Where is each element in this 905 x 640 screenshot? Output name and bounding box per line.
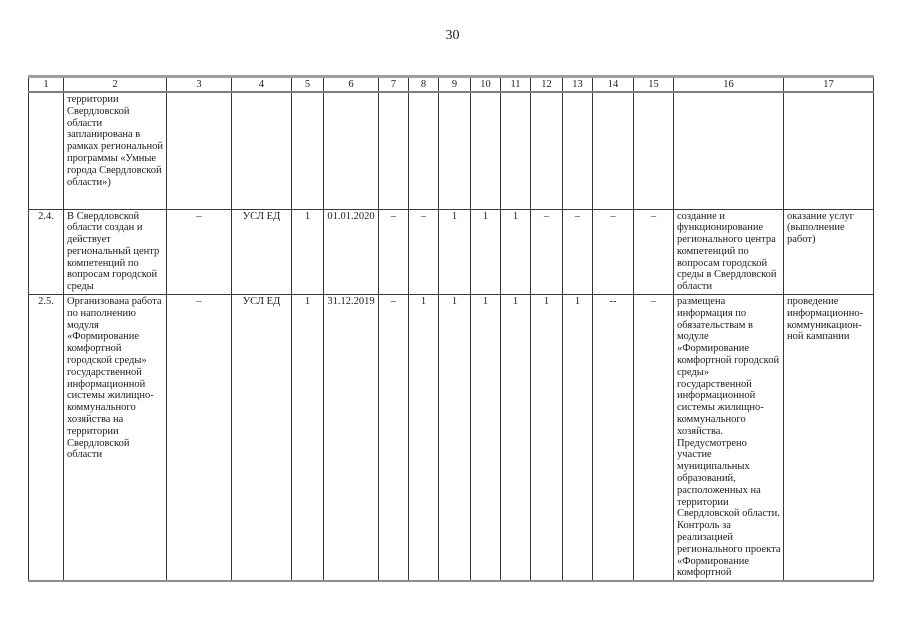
table-cell: – (167, 209, 232, 295)
column-header: 11 (501, 77, 531, 93)
table-cell: 1 (563, 295, 593, 582)
column-header: 12 (531, 77, 563, 93)
table-cell (593, 92, 634, 209)
table-cell: В Свердловской области создан и действует региональный центр компетенций по вопросам городской среды (64, 209, 167, 295)
table-cell: 1 (439, 295, 471, 582)
table-cell (784, 92, 874, 209)
table-row (29, 209, 874, 295)
column-header: 3 (167, 77, 232, 93)
table-cell (232, 92, 292, 209)
table-cell (439, 92, 471, 209)
column-header: 2 (64, 77, 167, 93)
table-cell: 1 (501, 295, 531, 582)
table-cell: 1 (292, 209, 324, 295)
column-header: 9 (439, 77, 471, 93)
table-cell: 01.01.2020 (324, 209, 379, 295)
column-header: 6 (324, 77, 379, 93)
column-header: 13 (563, 77, 593, 93)
table-cell: УСЛ ЕД (232, 209, 292, 295)
column-header: 15 (634, 77, 674, 93)
table-row (29, 92, 874, 209)
table-cell: 1 (292, 295, 324, 582)
table-cell (471, 92, 501, 209)
table-cell: – (634, 295, 674, 582)
table-cell: 1 (471, 209, 501, 295)
table-cell: УСЛ ЕД (232, 295, 292, 582)
table-cell: – (379, 209, 409, 295)
column-header: 8 (409, 77, 439, 93)
report-table (28, 75, 874, 582)
table-cell: оказание услуг (выполнение работ) (784, 209, 874, 295)
table-cell: 1 (409, 295, 439, 582)
table-cell: 2.4. (29, 209, 64, 295)
table-cell: – (563, 209, 593, 295)
column-header: 17 (784, 77, 874, 93)
table-cell: – (409, 209, 439, 295)
table-cell: территории Свердловской области запланирована в рамках региональной программы «Умные города Свердловской области») (64, 92, 167, 209)
table-cell: 1 (439, 209, 471, 295)
table-cell: размещена информация по обязательствам в модуле «Формирование комфортной городской среды» государственной информационной системы жилищно-коммунального хозяйства. Предусмотрено участие муниципальных образований, расположенных на территории Свердловской области. Контроль за реализацией регионального проекта «Формирование комфортной (674, 295, 784, 582)
table-row (29, 295, 874, 582)
table-cell: – (379, 295, 409, 582)
table-cell (292, 92, 324, 209)
table-cell: Организована работа по наполнению модуля «Формирование комфортной городской среды» государственной информационной системы жилищно-коммунального хозяйства на территории Свердловской области (64, 295, 167, 582)
column-header: 10 (471, 77, 501, 93)
table-cell: 1 (501, 209, 531, 295)
column-header: 4 (232, 77, 292, 93)
table-cell (563, 92, 593, 209)
table-cell (167, 92, 232, 209)
table-cell: – (593, 209, 634, 295)
page-number: 30 (445, 28, 460, 43)
table-cell (501, 92, 531, 209)
column-header: 1 (29, 77, 64, 93)
column-header: 5 (292, 77, 324, 93)
table-header-row (29, 77, 874, 93)
table-cell: создание и функционирование регионального центра компетенций по вопросам городской среды в Свердловской области (674, 209, 784, 295)
table-cell: 2.5. (29, 295, 64, 582)
column-header: 14 (593, 77, 634, 93)
table-cell: -- (593, 295, 634, 582)
table-cell (324, 92, 379, 209)
table-cell (379, 92, 409, 209)
table-cell: проведение информационно-коммуникацион-ной кампании (784, 295, 874, 582)
table-cell: 31.12.2019 (324, 295, 379, 582)
table-cell: – (634, 209, 674, 295)
table-cell: – (531, 209, 563, 295)
column-header: 7 (379, 77, 409, 93)
table-cell (634, 92, 674, 209)
table-cell (674, 92, 784, 209)
table-cell (29, 92, 64, 209)
table-cell: – (167, 295, 232, 582)
table-cell (409, 92, 439, 209)
column-header: 16 (674, 77, 784, 93)
table-cell: 1 (531, 295, 563, 582)
table-cell (531, 92, 563, 209)
table-cell: 1 (471, 295, 501, 582)
